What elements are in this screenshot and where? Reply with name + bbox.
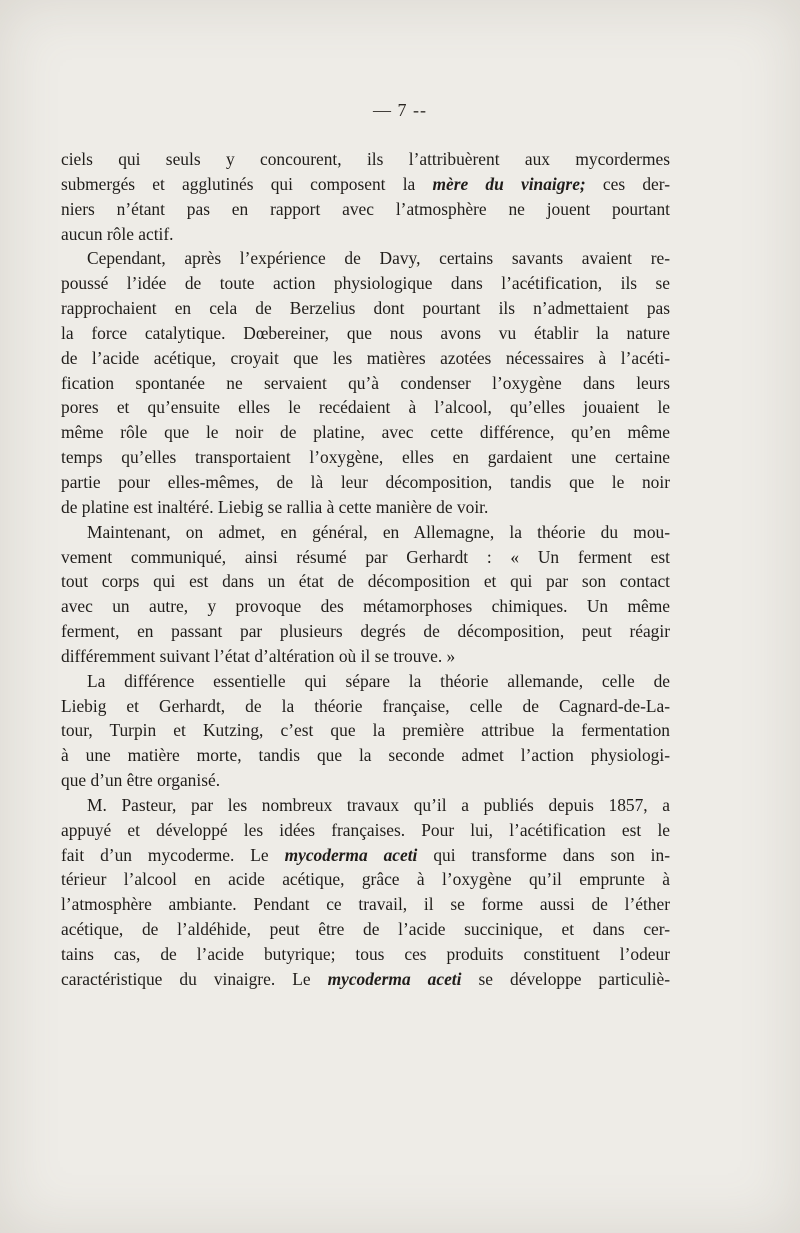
text-run: ces der- [585, 173, 670, 194]
text-line [61, 346, 670, 371]
text-line [61, 818, 670, 843]
text-line [61, 395, 670, 420]
text-line [61, 917, 670, 942]
text-line [61, 967, 670, 992]
text-line [61, 892, 670, 917]
text-line [61, 495, 670, 520]
body-text [61, 147, 670, 992]
text-line [61, 793, 670, 818]
page-number: — 7 -- [373, 100, 427, 120]
text-line [61, 569, 670, 594]
text-line [61, 371, 670, 396]
text-line [61, 296, 670, 321]
italic-term: mycoderma aceti [327, 968, 462, 989]
text-run: l’atmosphère ambiante. Pendant ce travail, il se forme aussi de l’éther [61, 894, 670, 915]
text-run: la force catalytique. Dœbereiner, que nous avons vu établir la nature [61, 322, 670, 343]
text-run: à une matière morte, tandis que la seconde admet l’action physiologi- [61, 745, 670, 766]
text-line [61, 271, 670, 296]
text-run: tains cas, de l’acide butyrique; tous ces produits constituent l’odeur [61, 944, 670, 964]
text-line [61, 222, 670, 247]
text-line [61, 669, 670, 694]
text-run: fication spontanée ne servaient qu’à condenser l’oxygène dans leurs [61, 372, 670, 393]
text-line [61, 843, 670, 868]
text-line [61, 420, 670, 445]
text-line [61, 246, 670, 271]
text-run: térieur l’alcool en acide acétique, grâce à l’oxygène qu’il emprunte à [61, 869, 670, 890]
italic-term: mycoderma aceti [284, 844, 418, 865]
text-run: tour, Turpin et Kutzing, c’est que la première attribue la fermentation [61, 720, 670, 741]
text-run: de l’acide acétique, croyait que les matières azotées nécessaires à l’acéti- [61, 347, 670, 368]
text-run: que d’un être organisé. [61, 770, 221, 791]
text-line [61, 470, 670, 495]
text-line [61, 718, 670, 743]
text-line [61, 594, 670, 619]
text-run: partie pour elles-mêmes, de là leur décomposition, tandis que le noir [61, 471, 670, 492]
text-run: La différence essentielle qui sépare la théorie allemande, celle de [87, 670, 670, 691]
text-run: aucun rôle actif. [61, 223, 174, 244]
text-run: même rôle que le noir de platine, avec cette différence, qu’en même [61, 422, 670, 443]
text-line [61, 172, 670, 197]
text-line [61, 768, 670, 793]
text-run: acétique, de l’aldéhide, peut être de l’acide succinique, et dans cer- [61, 919, 670, 940]
text-line [61, 147, 670, 172]
text-run: Maintenant, on admet, en général, en Allemagne, la théorie du mou- [87, 521, 670, 542]
text-run: pores et qu’ensuite elles le recédaient à l’alcool, qu’elles jouaient le [61, 397, 670, 418]
text-line [61, 520, 670, 545]
text-line [61, 942, 670, 967]
text-run: qui transforme dans son in- [417, 844, 670, 865]
text-run: ciels qui seuls y concourent, ils l’attribuèrent aux mycordermes [61, 149, 670, 169]
text-run: différemment suivant l’état d’altération où il se trouve. » [61, 645, 456, 666]
text-run: Cependant, après l’expérience de Davy, certains savants avaient re- [87, 248, 670, 269]
text-run: fait d’un mycoderme. Le [61, 844, 285, 865]
text-line [61, 867, 670, 892]
text-run: niers n’étant pas en rapport avec l’atmosphère ne jouent pourtant [61, 198, 670, 219]
text-run: poussé l’idée de toute action physiologique dans l’acétification, ils se [61, 273, 670, 294]
text-line [61, 321, 670, 346]
text-line [61, 694, 670, 719]
text-run: appuyé et développé les idées françaises. Pour lui, l’acétification est le [61, 819, 670, 840]
text-run: temps qu’elles transportaient l’oxygène, elles en gardaient une certaine [61, 447, 670, 468]
text-line [61, 545, 670, 570]
italic-term: mère du vinaigre; [432, 173, 586, 194]
text-run: avec un autre, y provoque des métamorphoses chimiques. Un même [61, 596, 670, 617]
text-run: Liebig et Gerhardt, de la théorie française, celle de Cagnard-de-La- [61, 695, 670, 716]
text-run: rapprochaient en cela de Berzelius dont pourtant ils n’admettaient pas [61, 298, 670, 319]
text-line [61, 445, 670, 470]
text-run: de platine est inaltéré. Liebig se rallia à cette manière de voir. [61, 496, 489, 517]
text-run: M. Pasteur, par les nombreux travaux qu’il a publiés depuis 1857, a [87, 794, 670, 815]
text-run: submergés et agglutinés qui composent la [61, 173, 433, 194]
text-line [61, 644, 670, 669]
text-line [61, 619, 670, 644]
text-run: vement communiqué, ainsi résumé par Gerhardt : « Un ferment est [61, 546, 670, 567]
text-run: se développe particuliè- [461, 968, 670, 989]
text-line [61, 197, 670, 222]
text-line [61, 743, 670, 768]
text-run: tout corps qui est dans un état de décomposition et qui par son contact [61, 571, 670, 592]
text-run: ferment, en passant par plusieurs degrés de décomposition, peut réagir [61, 621, 670, 642]
text-run: caractéristique du vinaigre. Le [61, 968, 328, 989]
